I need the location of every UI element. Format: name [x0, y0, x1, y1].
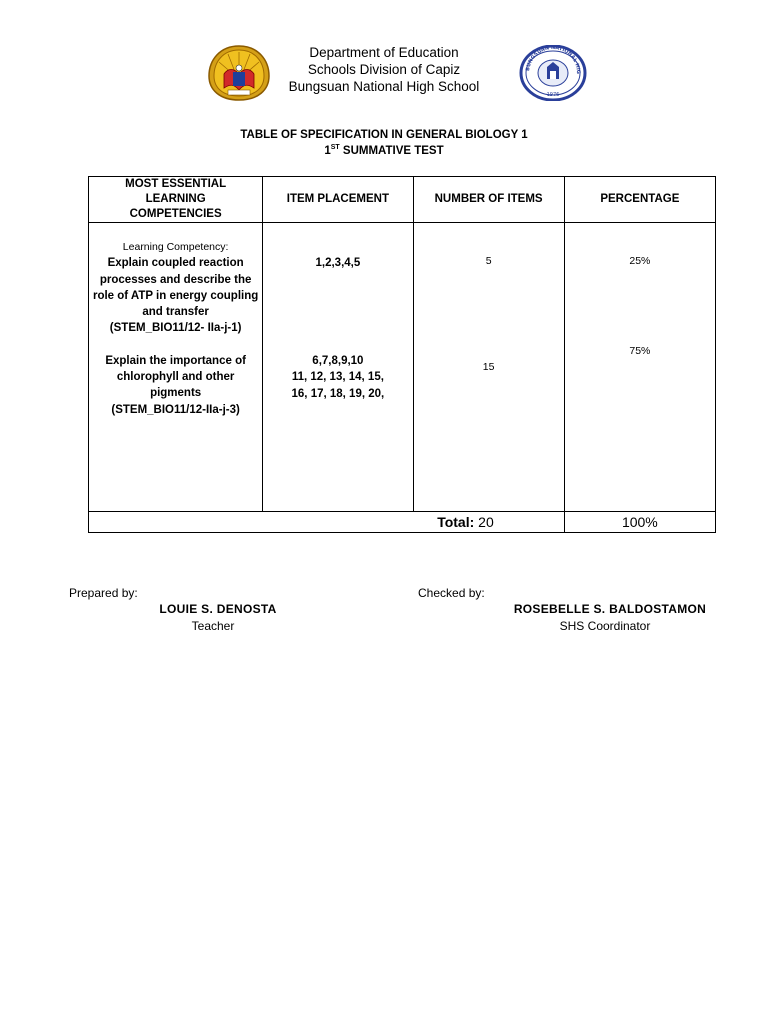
- placement-2-line-2: 11, 12, 13, 14, 15,: [291, 371, 384, 384]
- checked-by-label: Checked by:: [418, 586, 485, 600]
- prepared-by-name: LOUIE S. DENOSTA: [159, 602, 277, 616]
- total-percentage: 100%: [564, 512, 715, 533]
- school-header: [250, 44, 518, 95]
- percentage-cell: [564, 223, 715, 512]
- subtitle-text: SUMMATIVE TEST: [339, 145, 444, 157]
- competency-2-code: (STEM_BIO11/12-IIa-j-3): [111, 403, 240, 416]
- placement-2-group: [263, 353, 412, 402]
- header-item-placement: ITEM PLACEMENT: [263, 177, 413, 223]
- competency-label-suffix: :: [225, 241, 229, 253]
- checked-by-name: ROSEBELLE S. BALDOSTAMON: [513, 602, 707, 616]
- header-line-school: Bungsuan National High School: [288, 79, 480, 94]
- total-label: Total:: [437, 514, 475, 530]
- placement-2-line-3: 16, 17, 18, 19, 20,: [291, 387, 385, 400]
- items-2: 15: [482, 361, 495, 373]
- document-title: TABLE OF SPECIFICATION IN GENERAL BIOLOGY 1: [240, 129, 528, 141]
- checked-by-title: SHS Coordinator: [559, 619, 651, 633]
- competency-label: Learning Competency: [122, 241, 226, 253]
- prepared-by-title: Teacher: [191, 619, 235, 633]
- seal-year: 1976: [546, 92, 560, 98]
- seal-arc-text: BUNGSUAN NATIONAL HIG: [525, 45, 582, 75]
- table-total-row: [89, 512, 716, 533]
- header-number-of-items: NUMBER OF ITEMS: [413, 177, 564, 223]
- document-subtitle: [150, 143, 618, 159]
- placement-1: 1,2,3,4,5: [315, 257, 361, 269]
- total-value: 20: [474, 514, 494, 530]
- competency-2-text: Explain the importance of chlorophyll and other pigments: [105, 354, 246, 400]
- document-title-block: [150, 127, 618, 159]
- competency-1-text: Explain coupled reaction processes and describe the role of ATP in energy coupling and transfer: [92, 257, 259, 319]
- competencies-cell: [89, 223, 263, 512]
- competency-label-line: [91, 239, 260, 255]
- header-percentage: PERCENTAGE: [564, 177, 715, 223]
- total-cell: [89, 512, 565, 533]
- prepared-by-label: Prepared by:: [69, 586, 138, 600]
- header-competencies: MOST ESSENTIAL LEARNING COMPETENCIES: [89, 177, 263, 223]
- competency-1-code: (STEM_BIO11/12- IIa-j-1): [109, 322, 242, 335]
- bungsuan-nhs-seal-icon: [519, 45, 587, 101]
- table-header-row: [89, 177, 716, 223]
- number-of-items-cell: [413, 223, 564, 512]
- header-line-department: Department of Education: [309, 45, 459, 60]
- placement-2-line-1: 6,7,8,9,10: [312, 355, 364, 367]
- subtitle-number: 1: [324, 145, 331, 157]
- subtitle-superscript: ST: [330, 144, 340, 152]
- percentage-1: 25%: [629, 255, 651, 267]
- placement-cell: [263, 223, 413, 512]
- table-body-row: [89, 223, 716, 512]
- percentage-2: 75%: [629, 345, 651, 357]
- items-1: 5: [485, 255, 492, 267]
- specification-table: [88, 176, 716, 533]
- header-line-division: Schools Division of Capiz: [307, 62, 461, 77]
